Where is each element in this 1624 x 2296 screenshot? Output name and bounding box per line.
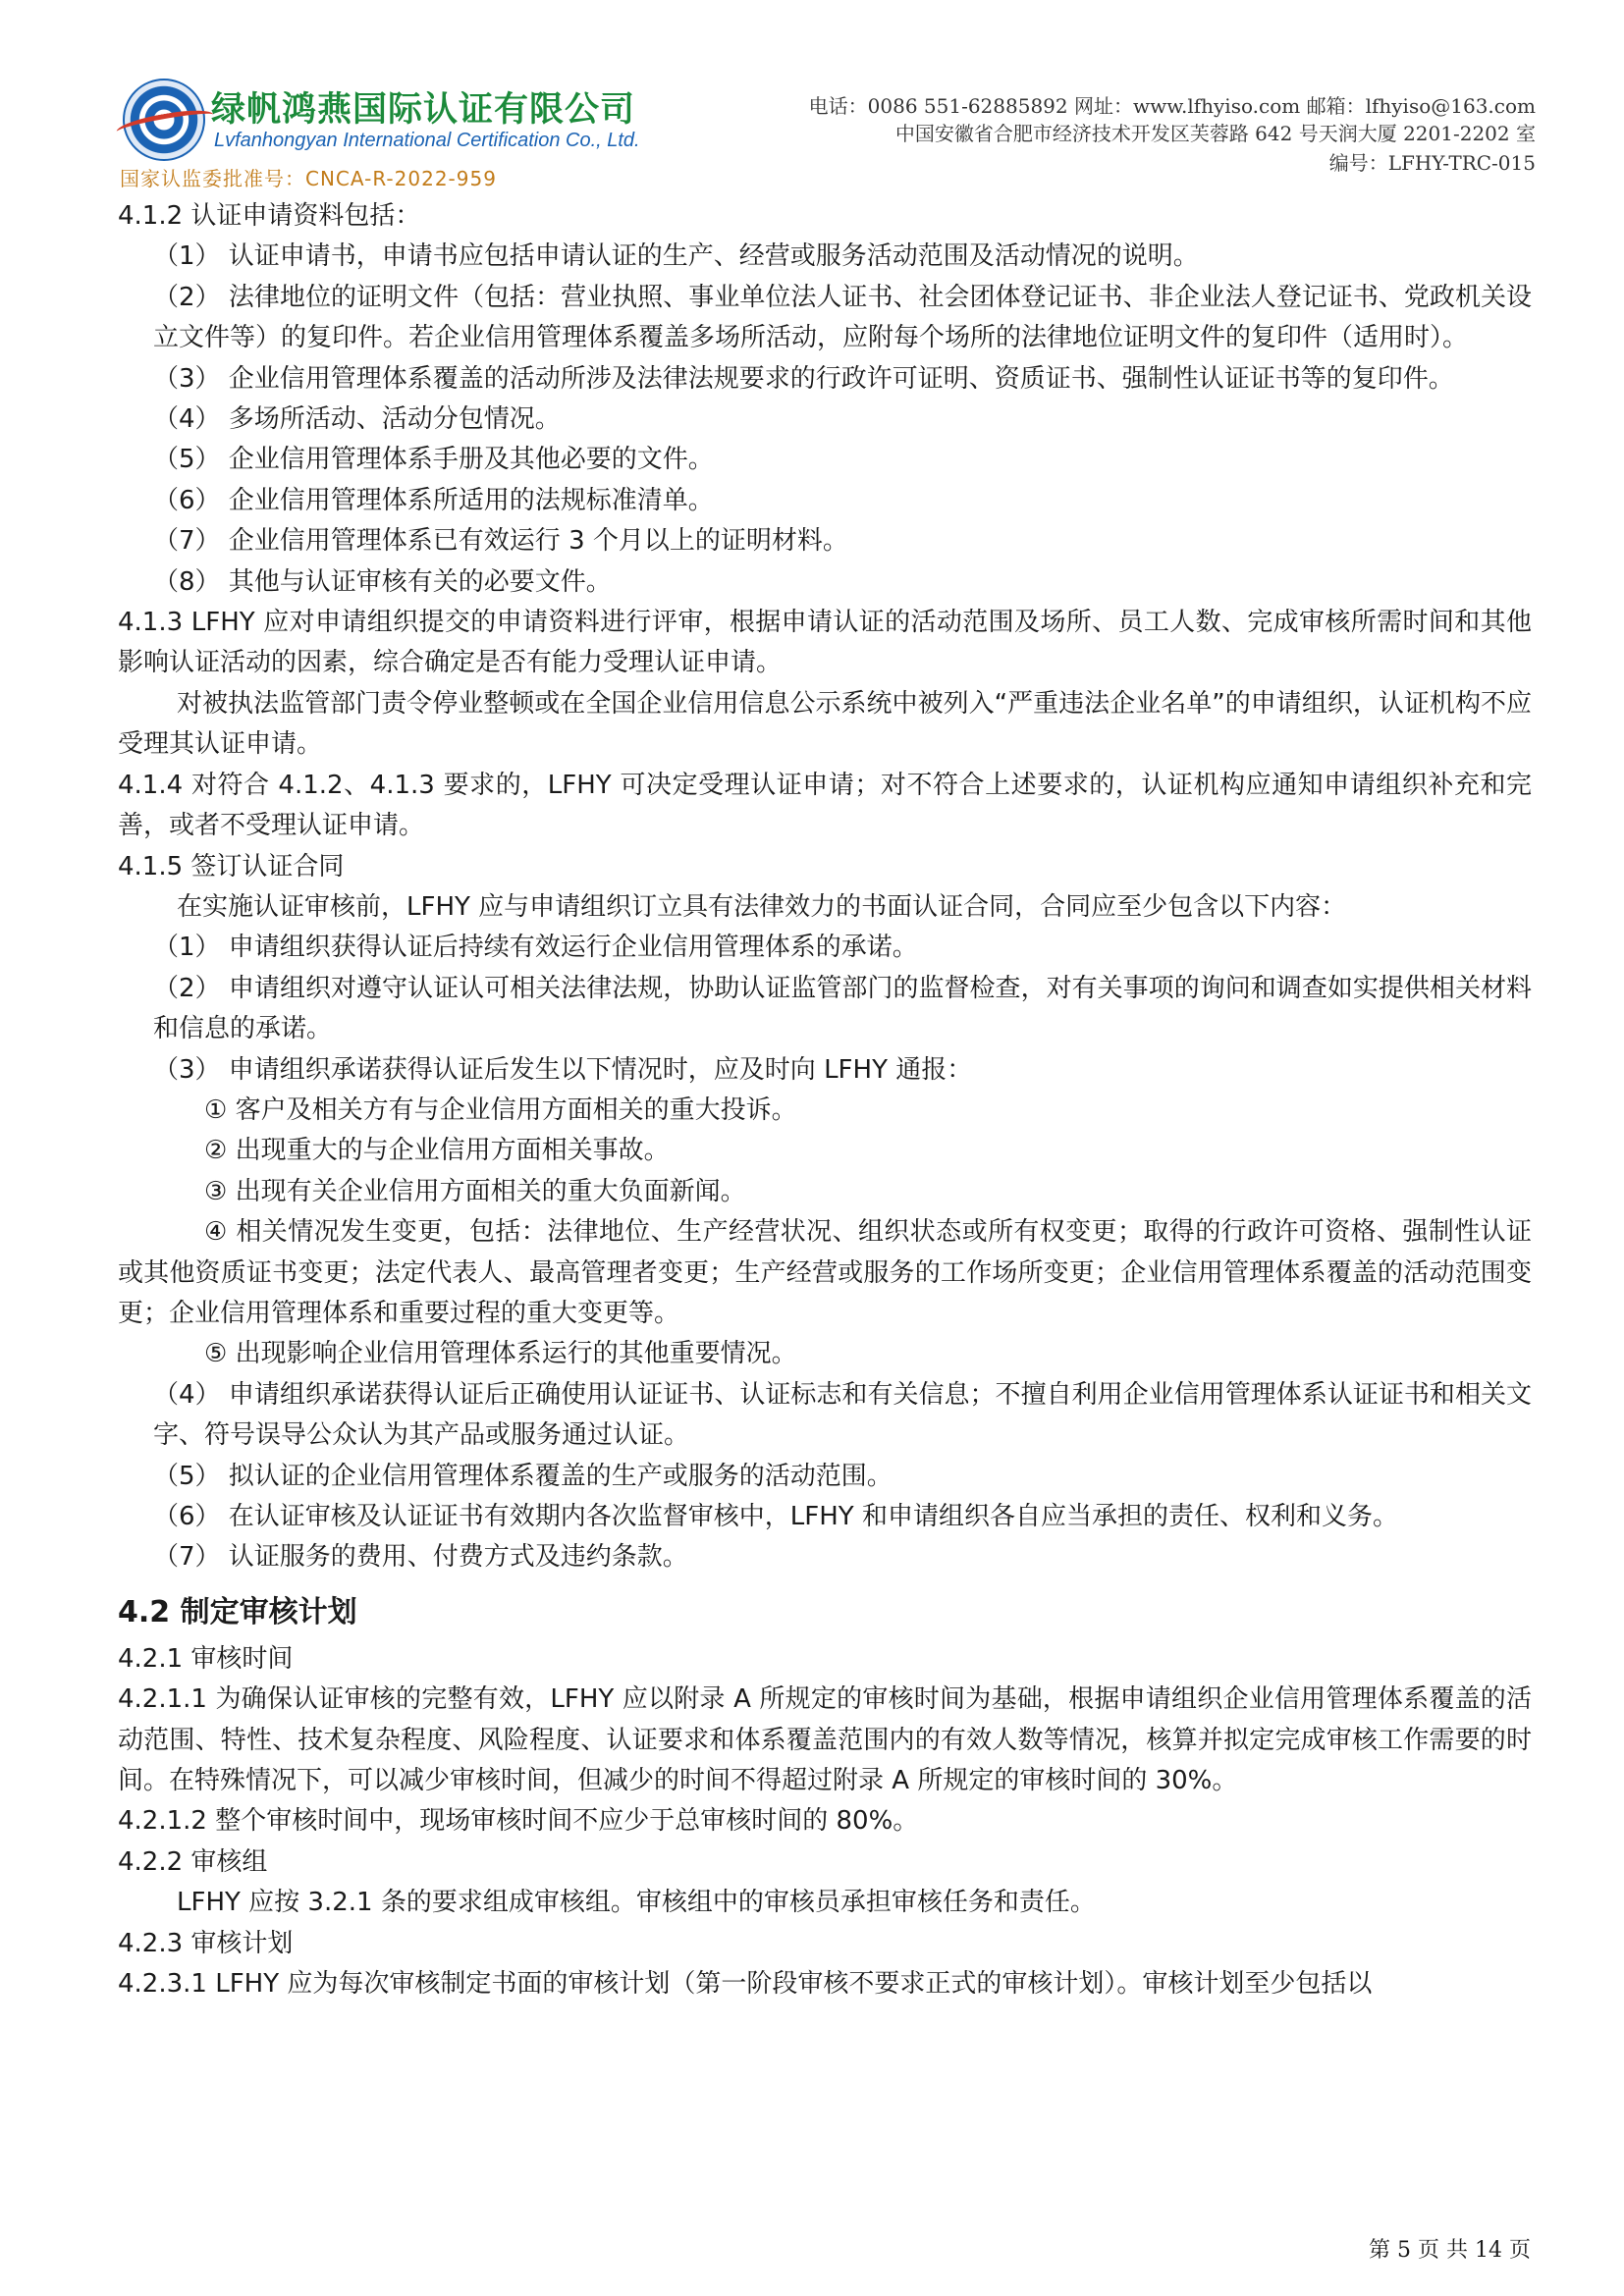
- sub-list-item: ⑤ 出现影响企业信用管理体系运行的其他重要情况。: [204, 1339, 797, 1369]
- list-item: （7） 企业信用管理体系已有效运行 3 个月以上的证明材料。: [153, 526, 848, 557]
- approval-number: 国家认监委批准号：CNCA-R-2022-959: [120, 167, 497, 190]
- section-heading: 4.1.2 认证申请资料包括：: [118, 201, 421, 231]
- paragraph: 对被执法监管部门责令停业整顿或在全国企业信用信息公示系统中被列入“严重违法企业名单”的申请组织，认证机构不应受理其认证申请。: [118, 688, 1532, 760]
- page-number: 第 5 页 共 14 页: [1369, 2238, 1531, 2263]
- list-item: （4） 申请组织承诺获得认证后正确使用认证证书、认证标志和有关信息；不擅自利用企业信用管理体系认证证书和相关文字、符号误导公众认为其产品或服务通过认证。: [153, 1379, 1532, 1451]
- list-item: （5） 拟认证的企业信用管理体系覆盖的生产或服务的活动范围。: [153, 1461, 893, 1491]
- paragraph: 4.2.1.2 整个审核时间中，现场审核时间不应少于总审核时间的 80%。: [118, 1806, 919, 1837]
- list-item: （6） 企业信用管理体系所适用的法规标准清单。: [153, 485, 714, 515]
- list-item: （2） 法律地位的证明文件（包括：营业执照、事业单位法人证书、社会团体登记证书、非企业法人登记证书、党政机关设立文件等）的复印件。若企业信用管理体系覆盖多场所活动，应附每个场所的法律地位证明文件的复印件（适用时）。: [153, 282, 1532, 353]
- list-item: （5） 企业信用管理体系手册及其他必要的文件。: [153, 445, 714, 475]
- company-name-cn: 绿帆鸿燕国际认证有限公司: [211, 90, 636, 130]
- list-item: （7） 认证服务的费用、付费方式及违约条款。: [153, 1542, 688, 1573]
- sub-list-item: ② 出现重大的与企业信用方面相关事故。: [204, 1136, 670, 1166]
- section-heading: 4.2.3 审核计划: [118, 1928, 294, 1958]
- list-item: （3） 申请组织承诺获得认证后发生以下情况时，应及时向 LFHY 通报：: [153, 1054, 973, 1085]
- sub-list-item: ④ 相关情况发生变更，包括：法律地位、生产经营状况、组织状态或所有权变更；取得的行政许可资格、强制性认证或其他资质证书变更；法定代表人、最高管理者变更；生产经营或服务的工作场所变更；企业信用管理体系覆盖的活动范围变更；企业信用管理体系和重要过程的重大变更等。: [118, 1217, 1532, 1328]
- list-item: （4） 多场所活动、活动分包情况。: [153, 404, 561, 435]
- list-item: （8） 其他与认证审核有关的必要文件。: [153, 566, 612, 597]
- paragraph: 4.2.1.1 为确保认证审核的完整有效，LFHY 应以附录 A 所规定的审核时间为基础，根据申请组织企业信用管理体系覆盖的活动范围、特性、技术复杂程度、风险程度、认证要求和体系覆盖范围内的有效人数等情况，核算并拟定完成审核工作需要的时间。在特殊情况下，可以减少审核时间，但减少的时间不得超过附录 A 所规定的审核时间的 30%。: [118, 1684, 1532, 1796]
- document-body: [118, 196, 1532, 2004]
- list-item: （1） 申请组织获得认证后持续有效运行企业信用管理体系的承诺。: [153, 933, 918, 963]
- section-heading: 4.1.5 签订认证合同: [118, 851, 345, 881]
- list-item: （2） 申请组织对遵守认证认可相关法律法规，协助认证监管部门的监督检查，对有关事项的询问和调查如实提供相关材料和信息的承诺。: [153, 973, 1532, 1044]
- section-heading: 4.2.2 审核组: [118, 1846, 268, 1877]
- list-item: （3） 企业信用管理体系覆盖的活动所涉及法律法规要求的行政许可证明、资质证书、强制性认证证书等的复印件。: [153, 363, 1454, 394]
- paragraph: LFHY 应按 3.2.1 条的要求组成审核组。审核组中的审核员承担审核任务和责任。: [177, 1888, 1096, 1918]
- paragraph: 4.1.4 对符合 4.1.2、4.1.3 要求的，LFHY 可决定受理认证申请；对不符合上述要求的，认证机构应通知申请组织补充和完善，或者不受理认证申请。: [118, 770, 1532, 841]
- sub-list-item: ③ 出现有关企业信用方面相关的重大负面新闻。: [204, 1176, 746, 1206]
- company-name-en: Lvfanhongyan International Certification Co., Ltd.: [214, 130, 640, 151]
- sub-list-item: ① 客户及相关方有与企业信用方面相关的重大投诉。: [204, 1095, 797, 1125]
- list-item: （6） 在认证审核及认证证书有效期内各次监督审核中，LFHY 和申请组织各自应当承担的责任、权利和义务。: [153, 1502, 1398, 1531]
- section-title: 4.2 制定审核计划: [118, 1594, 357, 1629]
- section-heading: 4.2.1 审核时间: [118, 1643, 294, 1674]
- page-header: [0, 0, 1624, 196]
- contact-info: 电话：0086 551-62885892 网址：www.lfhyiso.com 邮箱：lfhyiso@163.com: [808, 94, 1536, 118]
- document-number: 编号：LFHY-TRC-015: [1328, 151, 1536, 175]
- paragraph: 4.2.3.1 LFHY 应为每次审核制定书面的审核计划（第一阶段审核不要求正式的审核计划）。审核计划至少包括以: [118, 1969, 1373, 2000]
- paragraph: 在实施认证审核前，LFHY 应与申请组织订立具有法律效力的书面认证合同，合同应至少包含以下内容：: [177, 891, 1347, 922]
- address: 中国安徽省合肥市经济技术开发区芙蓉路 642 号天润大厦 2201-2202 室: [894, 122, 1536, 145]
- paragraph: 4.1.3 LFHY 应对申请组织提交的申请资料进行评审，根据申请认证的活动范围及场所、员工人数、完成审核所需时间和其他影响认证活动的因素，综合确定是否有能力受理认证申请。: [118, 608, 1532, 678]
- list-item: （1） 认证申请书，申请书应包括申请认证的生产、经营或服务活动范围及活动情况的说明。: [153, 241, 1199, 272]
